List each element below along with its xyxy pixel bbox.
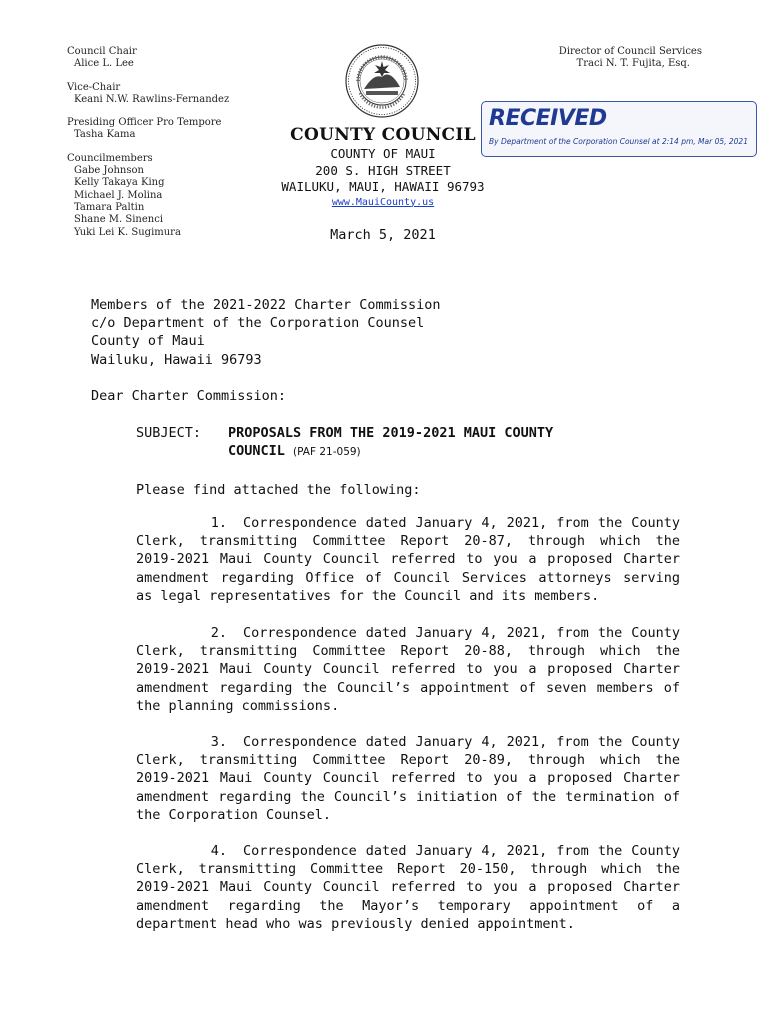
director-title: Director of Council Services — [558, 46, 702, 57]
recipient-line: Members of the 2021-2022 Charter Commission — [91, 297, 441, 313]
councilmembers-block — [67, 153, 287, 239]
list-item — [136, 842, 680, 933]
recipient-line: Wailuku, Hawaii 96793 — [91, 351, 262, 368]
item-number: 2. — [210, 625, 227, 641]
councilmember-name: Shane M. Sinenci — [74, 214, 164, 226]
recipient-line: c/o Department of the Corporation Counsel — [91, 315, 425, 332]
councilmember-name: Yuki Lei K. Sugimura — [74, 226, 181, 238]
intro-text: Please find attached the following: — [136, 482, 421, 498]
councilmember-name: Gabe Johnson — [74, 165, 144, 177]
subject-code: (PAF 21-059) — [293, 446, 361, 459]
chair-block — [67, 46, 287, 71]
director-name: Traci N. T. Fujita, Esq. — [576, 58, 690, 70]
item-number: 4. — [210, 843, 227, 859]
website-link[interactable]: www.MauiCounty.us — [331, 196, 435, 208]
vice-chair-name: Keani N.W. Rawlins-Fernandez — [74, 93, 230, 105]
councilmember-name: Tamara Paltin — [74, 201, 145, 213]
letterhead-city: WAILUKU, MAUI, HAWAII 96793 — [281, 179, 485, 194]
subject-label: SUBJECT: — [136, 425, 202, 441]
item-text: Correspondence dated January 4, 2021, from the County Clerk, transmitting Committee Report 20-87, through which the 2019-2021 Maui County Council referred to you a proposed Charter amendment regarding Office of Council Services attorneys serving as legal representatives for the Council and its members. — [136, 515, 680, 604]
list-item — [136, 624, 680, 715]
item-text: Correspondence dated January 4, 2021, from the County Clerk, transmitting Committee Report 20-150, through which the 2019-2021 Maui County Council referred to you a proposed Charter amendment regarding the Mayor’s temporary appointment of a department head who was previously denied appointment. — [136, 843, 680, 932]
presiding-officer-name: Tasha Kama — [74, 129, 136, 141]
list-item — [136, 514, 680, 605]
salutation: Dear Charter Commission: — [91, 388, 287, 404]
list-item — [136, 733, 680, 824]
councilmember-name: Michael J. Molina — [74, 189, 163, 201]
council-roster — [67, 46, 287, 250]
item-text: Correspondence dated January 4, 2021, from the County Clerk, transmitting Committee Report 20-88, through which the 2019-2021 Maui County Council referred to you a proposed Charter amendment regarding the Council’s appointment of seven members of the planning commissions. — [136, 625, 680, 714]
letterhead-county: COUNTY OF MAUI — [330, 146, 436, 161]
director-block — [520, 46, 702, 71]
received-stamp — [481, 101, 757, 157]
recipient-line: County of Maui — [91, 333, 205, 350]
letterhead-street: 200 S. HIGH STREET — [315, 162, 451, 178]
chair-name: Alice L. Lee — [74, 58, 134, 70]
letterhead-title: COUNTY COUNCIL — [290, 125, 476, 145]
subject-line: PROPOSALS FROM THE 2019-2021 MAUI COUNTY — [228, 425, 554, 441]
presiding-officer-title: Presiding Officer Pro Tempore — [67, 117, 222, 129]
item-text: Correspondence dated January 4, 2021, from the County Clerk, transmitting Committee Report 20-89, through which the 2019-2021 Maui County Council referred to you a proposed Charter amendment regarding the Council’s initiation of the termination of the Corporation Counsel. — [136, 734, 680, 823]
subject-line: COUNCIL — [228, 443, 285, 460]
letter-date: March 5, 2021 — [330, 226, 436, 243]
vice-chair-title: Vice-Chair — [67, 81, 121, 93]
recipient-address — [91, 296, 441, 369]
item-number: 3. — [210, 734, 227, 750]
county-seal-icon — [344, 43, 420, 119]
chair-title: Council Chair — [67, 46, 137, 57]
received-stamp-subtitle: By Department of the Corporation Counsel at 2:14 pm, Mar 05, 2021 — [489, 137, 748, 146]
councilmember-name: Kelly Takaya King — [74, 177, 165, 189]
item-number: 1. — [210, 515, 227, 531]
councilmembers-title: Councilmembers — [67, 152, 153, 164]
letterhead — [258, 124, 508, 243]
subject-block — [136, 424, 696, 461]
vice-chair-block — [67, 82, 287, 107]
presiding-officer-block — [67, 117, 287, 142]
received-stamp-title: RECEIVED — [489, 106, 607, 131]
